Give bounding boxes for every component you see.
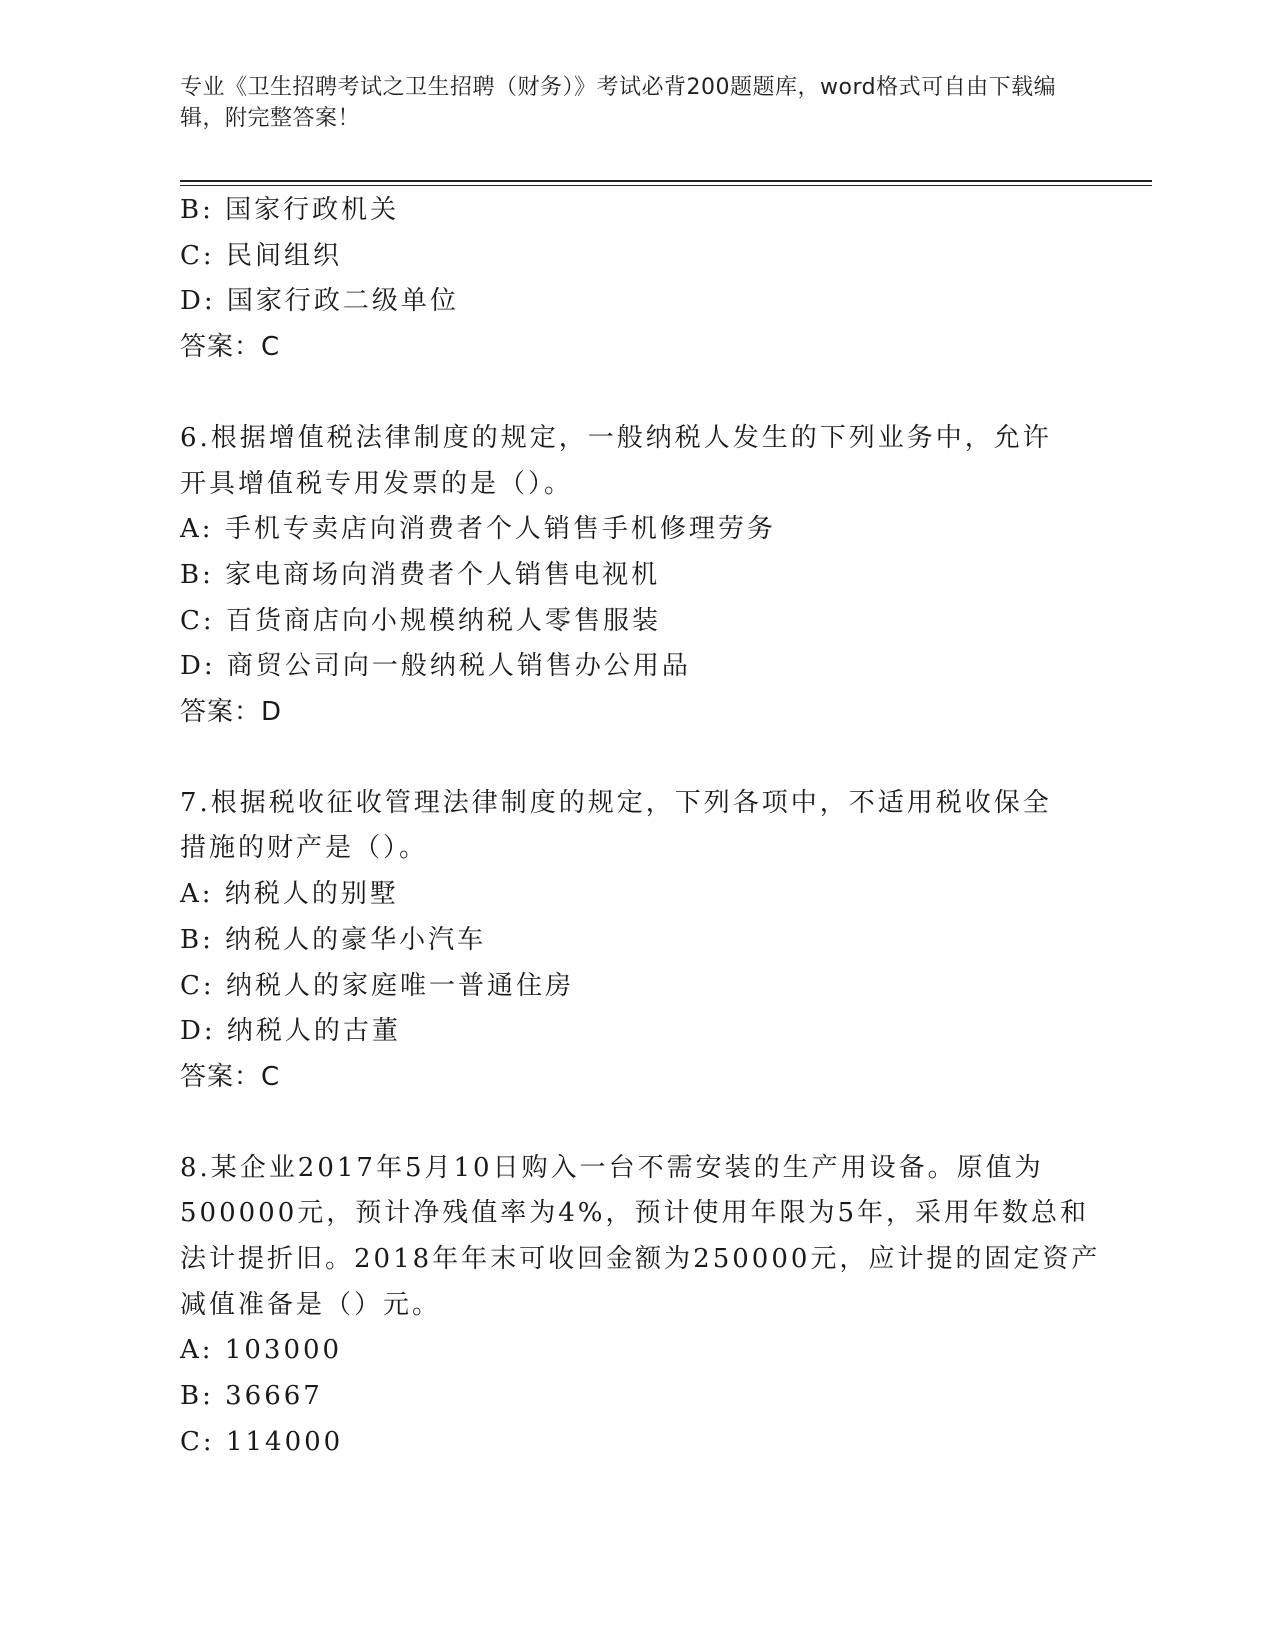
option-d: D: 国家行政二级单位	[180, 286, 459, 317]
option-label: C	[180, 240, 203, 271]
option-label: A	[180, 1335, 202, 1366]
option-a: A: 纳税人的别墅	[180, 879, 399, 910]
option-text: 36667	[225, 1381, 323, 1412]
option-label: C	[180, 970, 203, 1001]
question-8	[180, 1146, 1101, 1466]
header-rule-thick	[180, 180, 1152, 182]
answer: 答案：D	[180, 697, 283, 728]
option-a: A: 103000	[180, 1335, 343, 1366]
option-a: A: 手机专卖店向消费者个人销售手机修理劳务	[180, 514, 776, 545]
question-content	[180, 188, 1101, 1466]
option-c: C: 114000	[180, 1426, 344, 1457]
option-label: B	[180, 195, 203, 225]
option-text: 民间组织	[225, 240, 342, 271]
option-text: 家电商场向消费者个人销售电视机	[225, 559, 661, 590]
question-stem: 6.根据增值税法律制度的规定，一般纳税人发生的下列业务中，允许	[180, 422, 1052, 453]
question-7	[180, 781, 1080, 1101]
option-text: 纳税人的古董	[226, 1016, 401, 1047]
option-b: B: 36667	[180, 1381, 323, 1412]
question-stem: 500000元，预计净残值率为4%，预计使用年限为5年，采用年数总和	[180, 1198, 1090, 1229]
header-rule-thin	[180, 185, 1152, 186]
question-6	[180, 416, 1080, 736]
option-text: 纳税人的家庭唯一普通住房	[225, 970, 574, 1001]
option-text: 商贸公司向一般纳税人销售办公用品	[226, 651, 691, 682]
answer: 答案：C	[180, 1061, 281, 1092]
option-c: C: 民间组织	[180, 240, 342, 271]
option-b: B: 国家行政机关	[180, 195, 400, 225]
option-text: 103000	[224, 1335, 343, 1366]
option-label: D	[180, 286, 204, 317]
option-label: A	[180, 514, 202, 545]
option-text: 手机专卖店向消费者个人销售手机修理劳务	[224, 514, 776, 545]
option-label: D	[180, 1016, 204, 1047]
question-stem: 法计提折旧。2018年年末可收回金额为250000元，应计提的固定资产	[180, 1244, 1101, 1275]
document-header: 专业《卫生招聘考试之卫生招聘（财务）》考试必背200题题库，word格式可自由下载编辑，附完整答案！	[180, 75, 1057, 131]
answer: 答案：C	[180, 332, 281, 363]
question-stem: 7.根据税收征收管理法律制度的规定，下列各项中，不适用税收保全	[180, 787, 1052, 818]
option-b: B: 家电商场向消费者个人销售电视机	[180, 559, 661, 590]
question-stem: 8.某企业2017年5月10日购入一台不需安装的生产用设备。原值为	[180, 1152, 1044, 1183]
question-stem: 开具增值税专用发票的是（）。	[180, 468, 574, 499]
option-text: 纳税人的别墅	[224, 879, 399, 910]
option-label: C	[180, 605, 203, 636]
partial-question	[180, 188, 1080, 371]
option-c: C: 纳税人的家庭唯一普通住房	[180, 970, 574, 1001]
option-label: A	[180, 879, 202, 910]
question-stem: 措施的财产是（）。	[180, 833, 429, 864]
option-text: 国家行政机关	[225, 195, 400, 225]
option-label: C	[180, 1426, 203, 1457]
option-label: D	[180, 651, 204, 682]
option-text: 114000	[225, 1426, 344, 1457]
option-label: B	[180, 1381, 203, 1412]
option-b: B: 纳税人的豪华小汽车	[180, 924, 487, 955]
option-d: D: 商贸公司向一般纳税人销售办公用品	[180, 651, 691, 682]
option-text: 国家行政二级单位	[226, 286, 459, 317]
question-stem: 减值准备是（）元。	[180, 1289, 442, 1320]
option-c: C: 百货商店向小规模纳税人零售服装	[180, 605, 661, 636]
option-d: D: 纳税人的古董	[180, 1016, 401, 1047]
option-label: B	[180, 924, 203, 955]
option-label: B	[180, 559, 203, 590]
option-text: 百货商店向小规模纳税人零售服装	[225, 605, 661, 636]
option-text: 纳税人的豪华小汽车	[225, 924, 487, 955]
